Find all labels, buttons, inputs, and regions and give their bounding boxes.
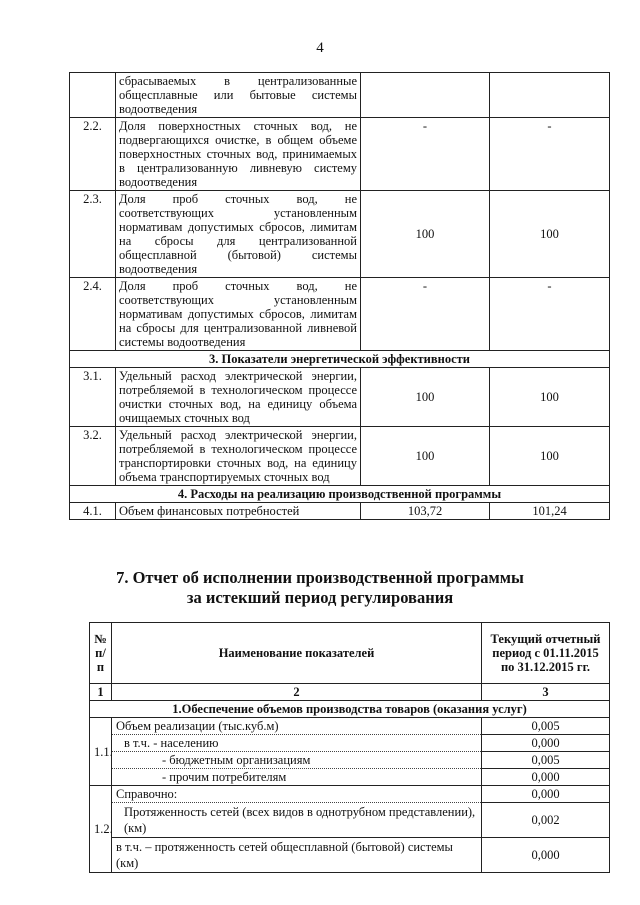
row-text: Протяженность сетей (всех видов в однотрубном представлении), (км) (112, 803, 482, 838)
row-text: в т.ч. - населению (112, 735, 482, 752)
page-number: 4 (316, 40, 324, 56)
column-number: 1 (90, 684, 112, 701)
row-value-1: 100 (361, 191, 490, 278)
table-row (70, 118, 610, 191)
row-value-1: - (361, 278, 490, 351)
row-text: - бюджетным организациям (112, 752, 482, 769)
table-row (90, 786, 610, 803)
row-text: Объем реализации (тыс.куб.м) (112, 718, 482, 735)
table-row (90, 803, 610, 838)
table-row (90, 752, 610, 769)
section-row (90, 701, 610, 718)
row-value-2: - (490, 118, 610, 191)
table-row (90, 769, 610, 786)
header-period: Текущий отчетный период с 01.11.2015 по 31.12.2015 гг. (482, 623, 610, 684)
row-number: 3.1. (70, 368, 116, 427)
row-number (70, 73, 116, 118)
row-value: 0,002 (482, 803, 610, 838)
report-table (89, 622, 610, 873)
row-value-2: 100 (490, 368, 610, 427)
section-title: 4. Расходы на реализацию производственной программы (70, 486, 610, 503)
row-number: 3.2. (70, 427, 116, 486)
row-value: 0,000 (482, 769, 610, 786)
row-text: Удельный расход электрической энергии, потребляемой в технологическом процессе очистки сточных вод, на единицу объема очищаемых сточных вод (116, 368, 361, 427)
row-number: 1.1. (90, 718, 112, 786)
header-name: Наименование показателей (112, 623, 482, 684)
report-heading-line-1: 7. Отчет об исполнении производственной программы (116, 568, 524, 587)
column-number: 2 (112, 684, 482, 701)
header-row (90, 623, 610, 684)
row-value-1: 103,72 (361, 503, 490, 520)
row-text: в т.ч. – протяженность сетей общесплавной (бытовой) системы (км) (112, 838, 482, 873)
row-value-1: 100 (361, 368, 490, 427)
column-number: 3 (482, 684, 610, 701)
row-number: 1.2. (90, 786, 112, 873)
row-value-2: 100 (490, 191, 610, 278)
header-number: № п/п (90, 623, 112, 684)
row-number: 2.4. (70, 278, 116, 351)
column-numbers-row (90, 684, 610, 701)
row-value-2: - (490, 278, 610, 351)
row-text: сбрасываемых в централизованные общесплавные или бытовые системы водоотведения (116, 73, 361, 118)
row-value-1 (361, 73, 490, 118)
row-text: Удельный расход электрической энергии, потребляемой в технологическом процессе транспортировки сточных вод, на единицу объема транспортируемых сточных вод (116, 427, 361, 486)
section-title: 3. Показатели энергетической эффективности (70, 351, 610, 368)
row-value: 0,005 (482, 752, 610, 769)
row-value: 0,000 (482, 735, 610, 752)
table-row (70, 191, 610, 278)
row-number: 2.3. (70, 191, 116, 278)
row-text: Объем финансовых потребностей (116, 503, 361, 520)
row-number: 4.1. (70, 503, 116, 520)
row-text: Справочно: (112, 786, 482, 803)
row-text: Доля проб сточных вод, не соответствующих установленным нормативам допустимых сбросов, лимитам на сбросы для централизованной ливневой системы водоотведения (116, 278, 361, 351)
table-row (70, 278, 610, 351)
table-row (90, 718, 610, 735)
indicators-table (69, 72, 610, 520)
row-value-1: - (361, 118, 490, 191)
row-value: 0,000 (482, 838, 610, 873)
table-row (90, 838, 610, 873)
table-row (70, 503, 610, 520)
row-value-2: 100 (490, 427, 610, 486)
row-value-2 (490, 73, 610, 118)
report-heading-line-2: за истекший период регулирования (186, 588, 454, 607)
row-value-1: 100 (361, 427, 490, 486)
row-value: 0,000 (482, 786, 610, 803)
row-text: - прочим потребителям (112, 769, 482, 786)
report-heading (0, 568, 640, 608)
table-row (70, 368, 610, 427)
row-value: 0,005 (482, 718, 610, 735)
section-row (70, 486, 610, 503)
table-row (70, 427, 610, 486)
row-text: Доля проб сточных вод, не соответствующих установленным нормативам допустимых сбросов, лимитам на сбросы для централизованной общесплавной (бытовой) системы водоотведения (116, 191, 361, 278)
row-value-2: 101,24 (490, 503, 610, 520)
table-row (90, 735, 610, 752)
row-text: Доля поверхностных сточных вод, не подвергающихся очистке, в общем объеме поверхностных сточных вод, принимаемых в централизованную ливневую систему водоотведения (116, 118, 361, 191)
section-title: 1.Обеспечение объемов производства товаров (оказания услуг) (90, 701, 610, 718)
section-row (70, 351, 610, 368)
table-row (70, 73, 610, 118)
row-number: 2.2. (70, 118, 116, 191)
